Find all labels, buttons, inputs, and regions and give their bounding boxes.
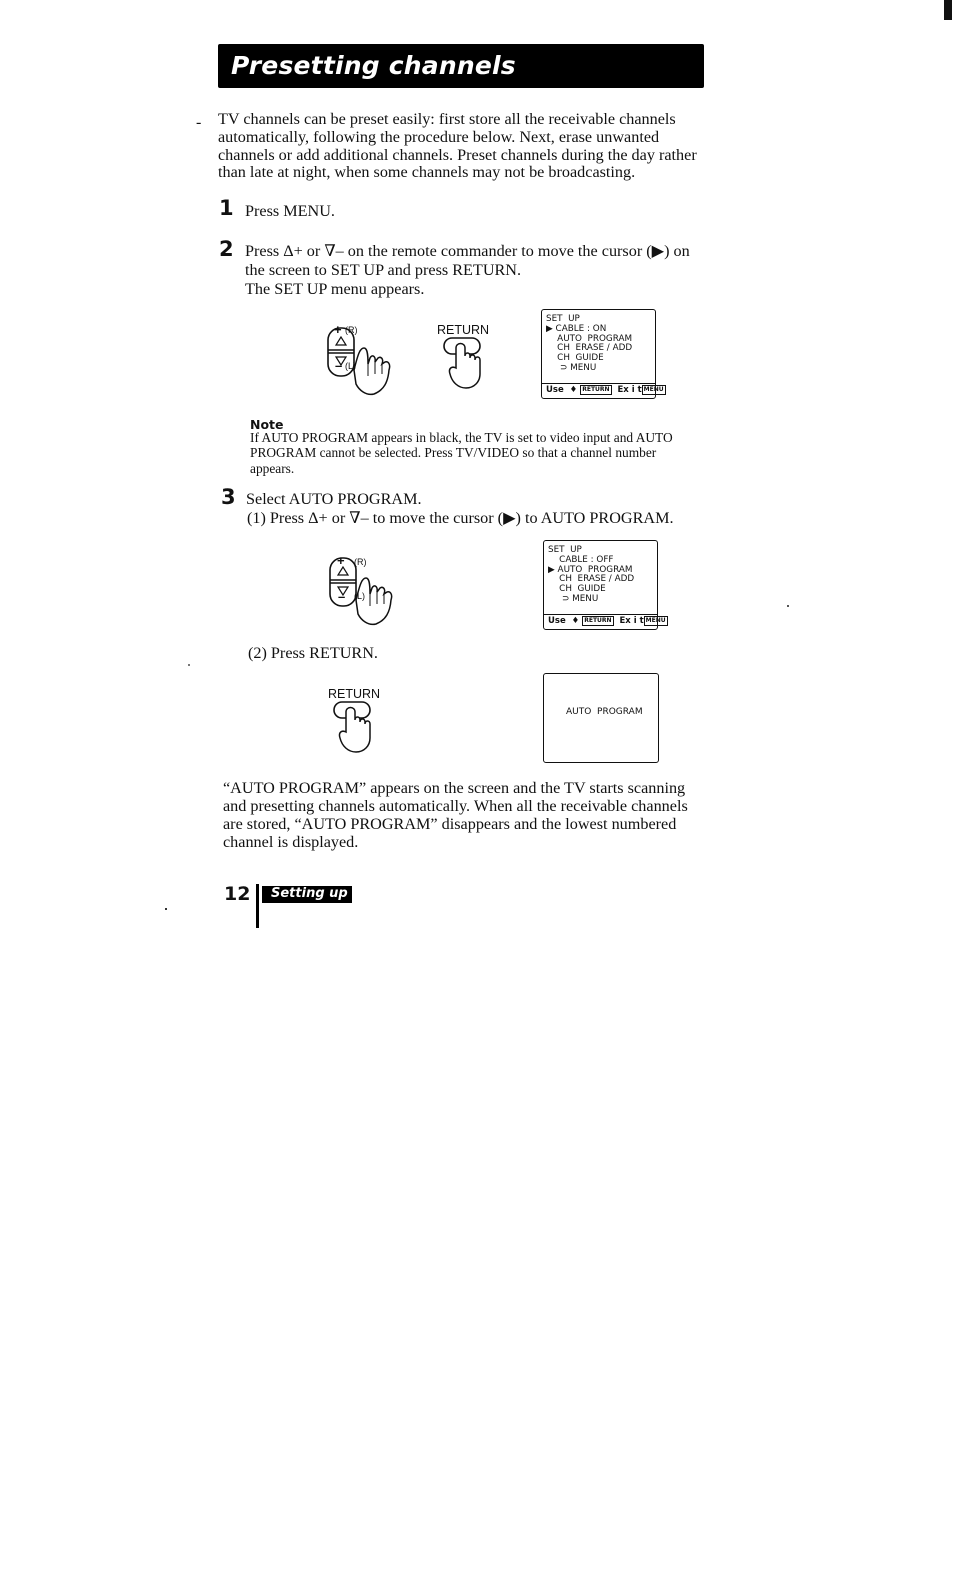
osd-setup-menu-2 bbox=[543, 540, 666, 630]
scan-speck bbox=[188, 664, 190, 666]
osd1-line-1: ▶ CABLE : ON bbox=[546, 323, 607, 334]
section-label: Setting up bbox=[262, 886, 352, 903]
r-label-1: (R) bbox=[345, 325, 358, 335]
return-key-with-hand-icon bbox=[330, 700, 380, 754]
note-line-3: appears. bbox=[250, 461, 295, 476]
scan-speck bbox=[787, 605, 789, 607]
osd-setup-menu-1 bbox=[541, 309, 664, 399]
osd1-exit: Ex i t bbox=[617, 385, 642, 395]
osd2-exit: Ex i t bbox=[619, 616, 644, 626]
osd2-line-2: ▶ AUTO PROGRAM bbox=[548, 564, 633, 575]
scan-speck bbox=[165, 908, 167, 910]
closing-line-3: are stored, “AUTO PROGRAM” disappears and the lowest numbered bbox=[223, 815, 677, 833]
osd1-use: Use ♦ bbox=[546, 385, 578, 395]
minus-label-2: – bbox=[338, 589, 346, 604]
page-title: Presetting channels bbox=[231, 51, 516, 80]
plus-label-2: + bbox=[337, 553, 345, 568]
step-2-line1: Press Δ+ or ∇– on the remote commander to move the cursor (▶) on bbox=[245, 242, 690, 260]
step-2-number: 2 bbox=[219, 237, 234, 261]
intro-bullet: - bbox=[196, 114, 202, 131]
osd2-line-1: CABLE : OFF bbox=[548, 554, 614, 565]
osd1-line-4: CH GUIDE bbox=[546, 353, 604, 364]
step-1-number: 1 bbox=[219, 196, 234, 220]
osd1-return-key: RETURN bbox=[582, 386, 610, 393]
return-key-illustration-2 bbox=[330, 700, 380, 754]
osd1-line-5: ⊃ MENU bbox=[546, 362, 597, 373]
l-label-2: (L) bbox=[354, 591, 365, 601]
r-label-2: (R) bbox=[354, 557, 367, 567]
osd1-line-3: CH ERASE / ADD bbox=[546, 343, 633, 354]
closing-line-1: “AUTO PROGRAM” appears on the screen and the TV starts scanning bbox=[223, 779, 686, 797]
return-key-illustration-1 bbox=[440, 336, 490, 390]
osd2-line-4: CH GUIDE bbox=[548, 584, 606, 595]
osd2-line-0: SET UP bbox=[548, 545, 582, 555]
osd2-use: Use ♦ bbox=[548, 616, 580, 626]
l-label-1: (L) bbox=[345, 361, 356, 371]
note-line-1: If AUTO PROGRAM appears in black, the TV is set to video input and AUTO bbox=[250, 430, 673, 445]
osd1-line-2: AUTO PROGRAM bbox=[546, 333, 633, 344]
step-3-text: Select AUTO PROGRAM. bbox=[246, 490, 422, 508]
step-2-line3: The SET UP menu appears. bbox=[245, 280, 425, 298]
page-number: 12 bbox=[224, 883, 251, 905]
plus-label-1: + bbox=[334, 322, 342, 337]
intro-paragraph: TV channels can be preset easily: first store all the receivable channels automatically, following the procedure below. Next, erase unwanted channels or add additional channels. Preset channels during the day rather than late at night, when some channels may not be broadcasting. bbox=[218, 110, 697, 182]
osd2-return-key: RETURN bbox=[584, 617, 612, 624]
osd2-footer bbox=[544, 614, 666, 629]
step-3-sub1: (1) Press Δ+ or ∇– to move the cursor (▶) to AUTO PROGRAM. bbox=[247, 509, 674, 527]
step-2-line2: the screen to SET UP and press RETURN. bbox=[245, 261, 522, 279]
closing-line-4: channel is displayed. bbox=[223, 833, 359, 851]
osd2-line-5: ⊃ MENU bbox=[548, 593, 599, 604]
note-heading: Note bbox=[250, 417, 284, 432]
osd1-menu-key: MENU bbox=[643, 386, 664, 393]
closing-line-2: and presetting channels automatically. When all the receivable channels bbox=[223, 797, 688, 815]
scan-edge-mark bbox=[944, 0, 952, 20]
note-line-2: PROGRAM cannot be selected. Press TV/VIDEO so that a channel number bbox=[250, 445, 657, 460]
osd2-line-3: CH ERASE / ADD bbox=[548, 574, 635, 585]
osd-auto-program bbox=[543, 673, 659, 763]
return-caption-2: RETURN bbox=[328, 687, 381, 701]
step-3-number: 3 bbox=[221, 485, 236, 509]
osd1-footer bbox=[542, 383, 664, 398]
return-key-with-hand-icon bbox=[440, 336, 490, 390]
osd2-menu-key: MENU bbox=[645, 617, 666, 624]
footer-rule bbox=[256, 884, 259, 928]
minus-label-1: – bbox=[335, 358, 343, 373]
osd1-line-0: SET UP bbox=[546, 314, 580, 324]
step-1-text: Press MENU. bbox=[245, 202, 335, 220]
osd3-text: AUTO PROGRAM bbox=[566, 707, 643, 717]
step-3-sub2: (2) Press RETURN. bbox=[248, 644, 378, 662]
return-caption-1: RETURN bbox=[437, 323, 490, 337]
